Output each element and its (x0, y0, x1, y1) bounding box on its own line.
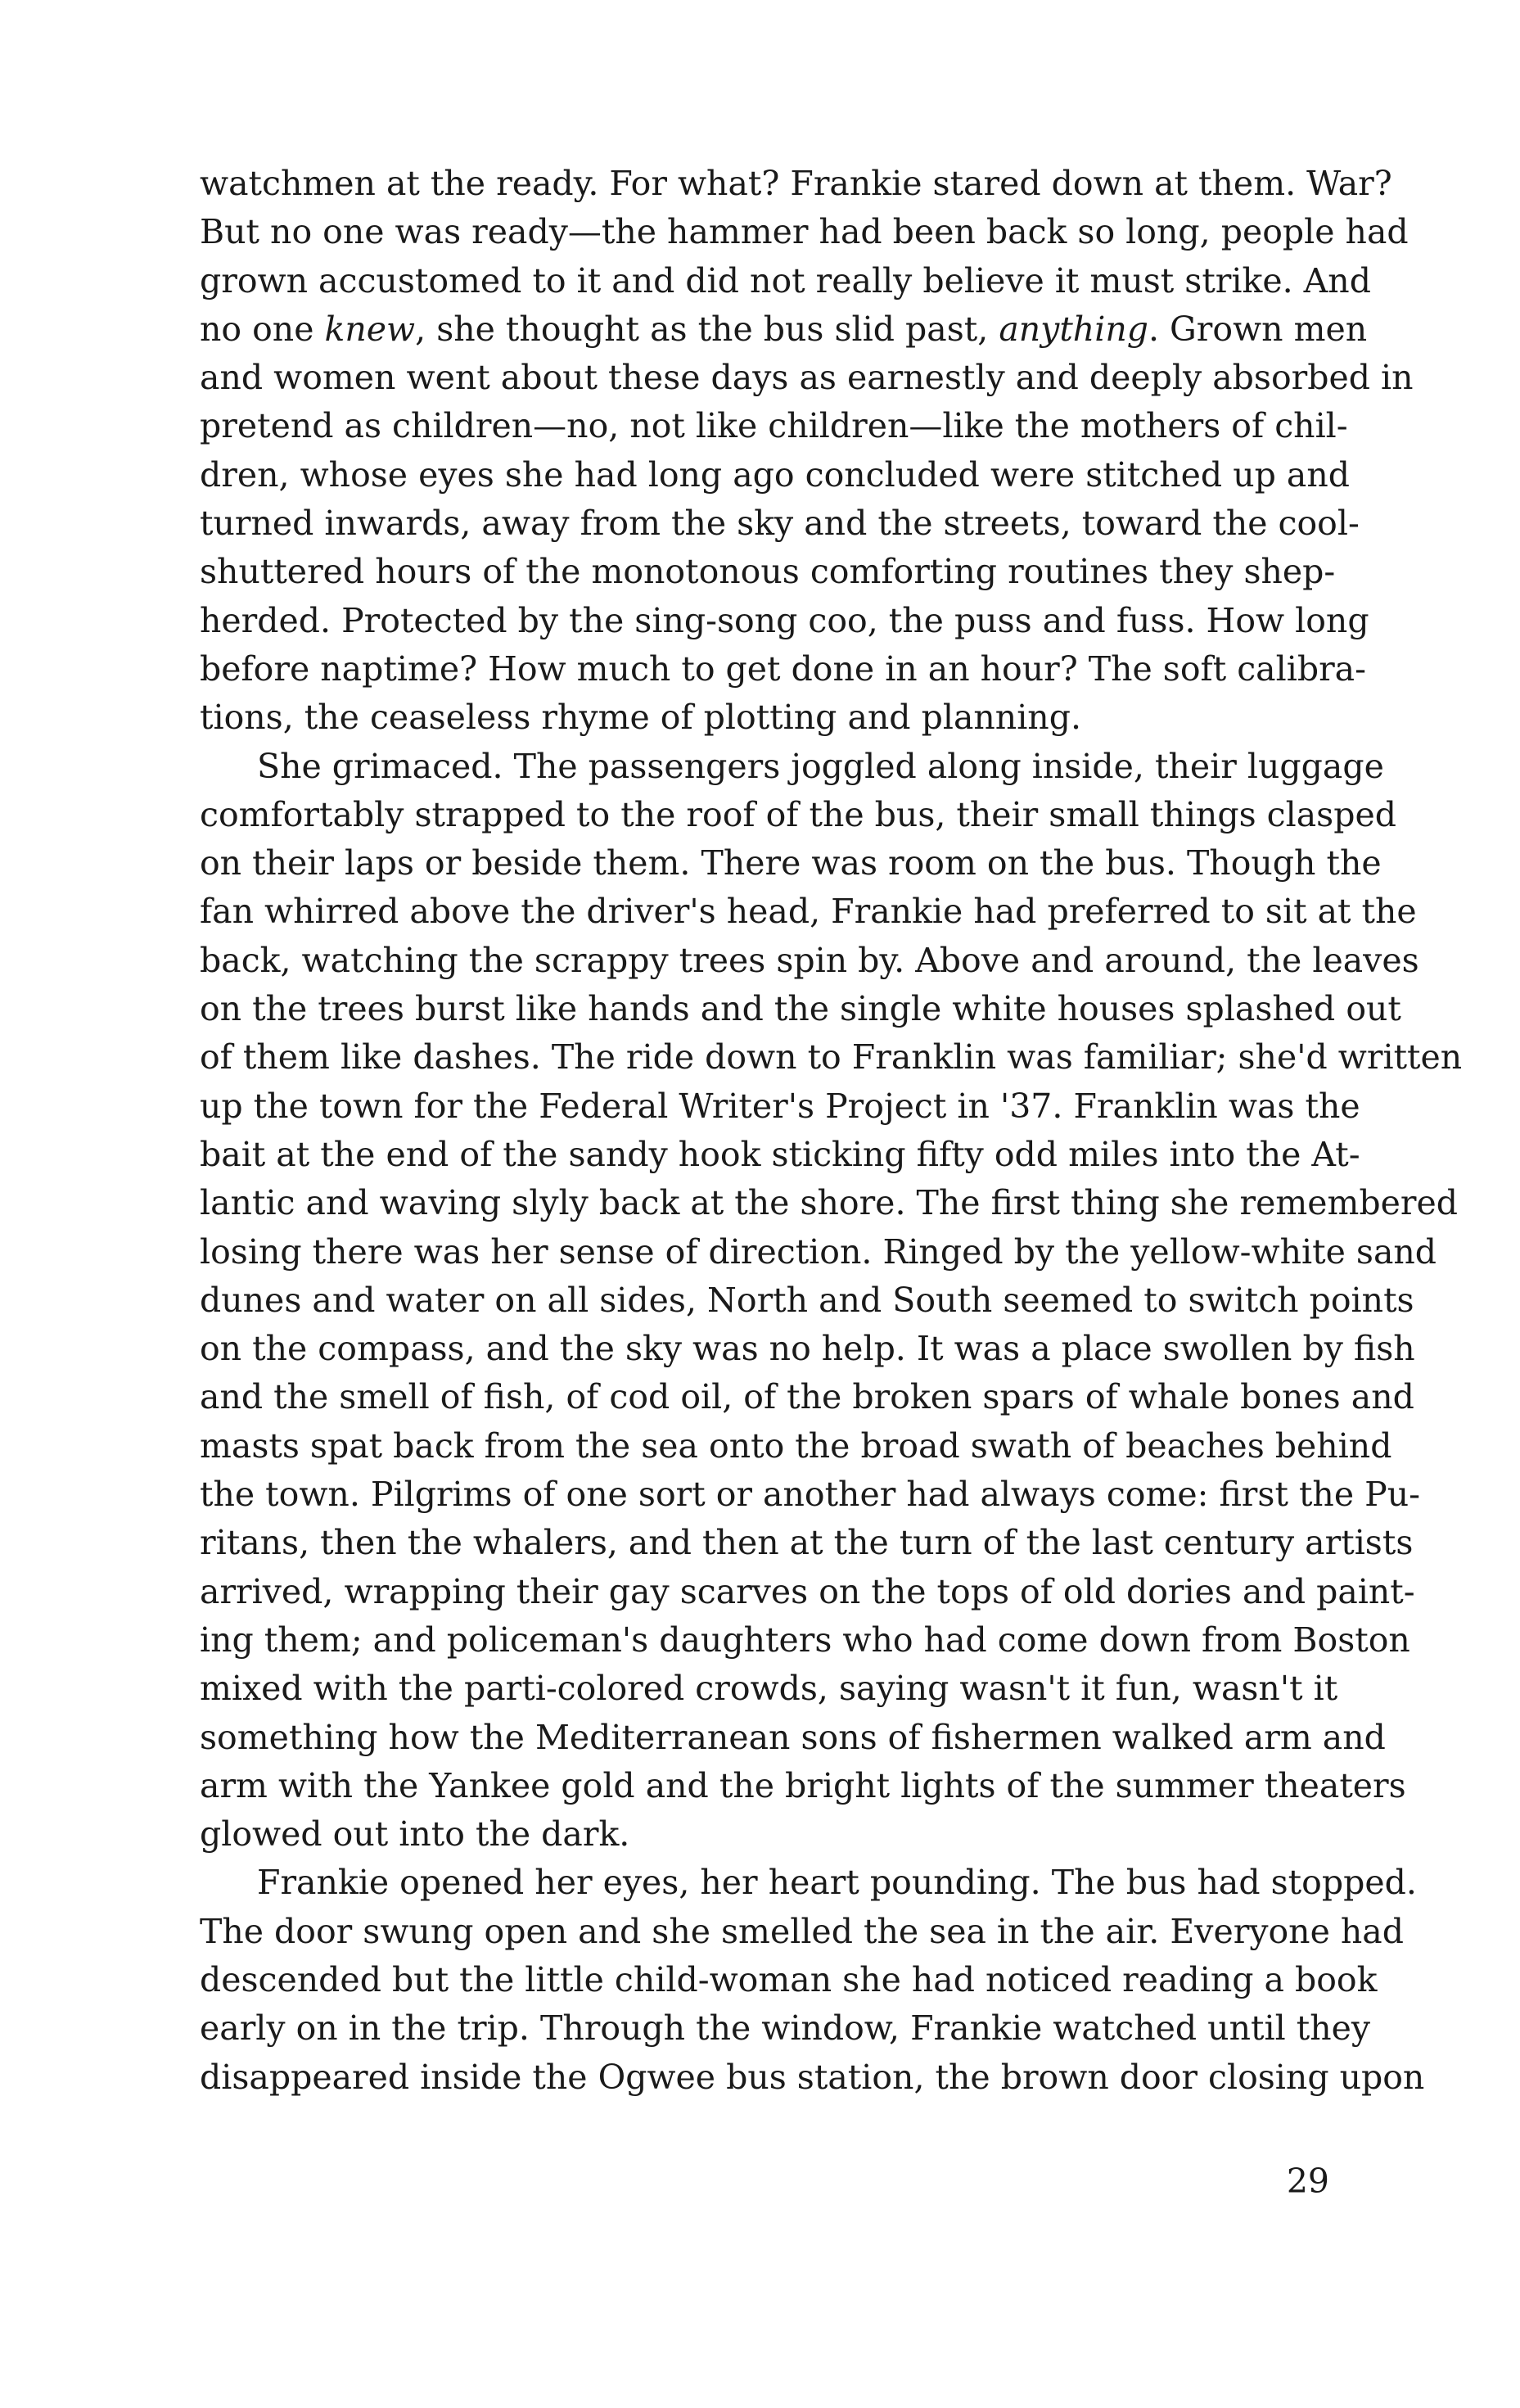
text-line: fan whirred above the driver's head, Frankie had preferred to sit at the (200, 892, 1417, 932)
text-line: descended but the little child-woman she had noticed reading a book (200, 1959, 1378, 1999)
text-line: herded. Protected by the sing-song coo, the puss and fuss. How long (200, 600, 1369, 640)
text-line: losing there was her sense of direction. Ringed by the yellow-white sand (200, 1231, 1437, 1272)
text-line: the town. Pilgrims of one sort or another had always come: first the Pu- (200, 1475, 1420, 1515)
text-line: masts spat back from the sea onto the broad swath of beaches behind (200, 1425, 1392, 1466)
text-line: before naptime? How much to get done in an hour? The soft calibra- (200, 648, 1366, 689)
text-line: glowed out into the dark. (200, 1814, 630, 1855)
text-line: on the trees burst like hands and the single white houses splashed out (200, 989, 1401, 1029)
text-line: She grimaced. The passengers joggled along inside, their luggage (257, 746, 1384, 786)
text-line: mixed with the parti-colored crowds, saying wasn't it fun, wasn't it (200, 1669, 1338, 1709)
text-line: comfortably strapped to the roof of the bus, their small things clasped (200, 794, 1396, 834)
body-text (200, 160, 1463, 2102)
text-line: bait at the end of the sandy hook sticking fifty odd miles into the At- (200, 1134, 1360, 1174)
text-line: back, watching the scrappy trees spin by. Above and around, the leaves (200, 940, 1419, 980)
text-line: arrived, wrapping their gay scarves on the tops of old dories and paint- (200, 1571, 1415, 1611)
text-line: of them like dashes. The ride down to Franklin was familiar; she'd written (200, 1037, 1463, 1078)
text-line: pretend as children—no, not like children—like the mothers of chil- (200, 406, 1348, 446)
text-line: lantic and waving slyly back at the shore. The first thing she remembered (200, 1183, 1458, 1223)
text-line: dunes and water on all sides, North and South seemed to switch points (200, 1280, 1414, 1320)
paragraph (200, 1859, 1425, 2101)
text-line: Frankie opened her eyes, her heart pounding. The bus had stopped. (257, 1863, 1417, 1903)
text-line: on their laps or beside them. There was room on the bus. Though the (200, 843, 1382, 883)
text-line: something how the Mediterranean sons of fishermen walked arm and (200, 1717, 1386, 1757)
text-line: disappeared inside the Ogwee bus station, the brown door closing upon (200, 2057, 1425, 2097)
text-line: dren, whose eyes she had long ago concluded were stitched up and (200, 454, 1350, 495)
text-line: no one knew, she thought as the bus slid past, anything. Grown men (200, 309, 1368, 349)
text-line: turned inwards, away from the sky and the streets, toward the cool- (200, 504, 1360, 544)
text-line: ritans, then the whalers, and then at the turn of the last century artists (200, 1523, 1414, 1563)
page-number: 29 (1286, 2162, 1329, 2201)
text-line: on the compass, and the sky was no help. It was a place swollen by fish (200, 1329, 1415, 1369)
text-line: early on in the trip. Through the window, Frankie watched until they (200, 2008, 1371, 2049)
text-line: But no one was ready—the hammer had been back so long, people had (200, 212, 1409, 252)
text-line: up the town for the Federal Writer's Project in '37. Franklin was the (200, 1086, 1360, 1126)
text-line: and women went about these days as earnestly and deeply absorbed in (200, 358, 1414, 398)
text-line: and the smell of fish, of cod oil, of the broken spars of whale bones and (200, 1377, 1414, 1417)
italic-word: knew (324, 309, 416, 349)
text-line: watchmen at the ready. For what? Frankie stared down at them. War? (200, 164, 1392, 203)
paragraph (200, 160, 1414, 743)
italic-word: anything (999, 309, 1148, 349)
text-line: shuttered hours of the monotonous comforting routines they shep- (200, 552, 1336, 592)
text-line: tions, the ceaseless rhyme of plotting and planning. (200, 698, 1081, 738)
text-line: The door swung open and she smelled the sea in the air. Everyone had (200, 1911, 1404, 1951)
paragraph (200, 743, 1463, 1859)
text-line: ing them; and policeman's daughters who had come down from Boston (200, 1620, 1410, 1660)
text-line: arm with the Yankee gold and the bright lights of the summer theaters (200, 1765, 1406, 1805)
text-line: grown accustomed to it and did not really believe it must strike. And (200, 260, 1371, 300)
